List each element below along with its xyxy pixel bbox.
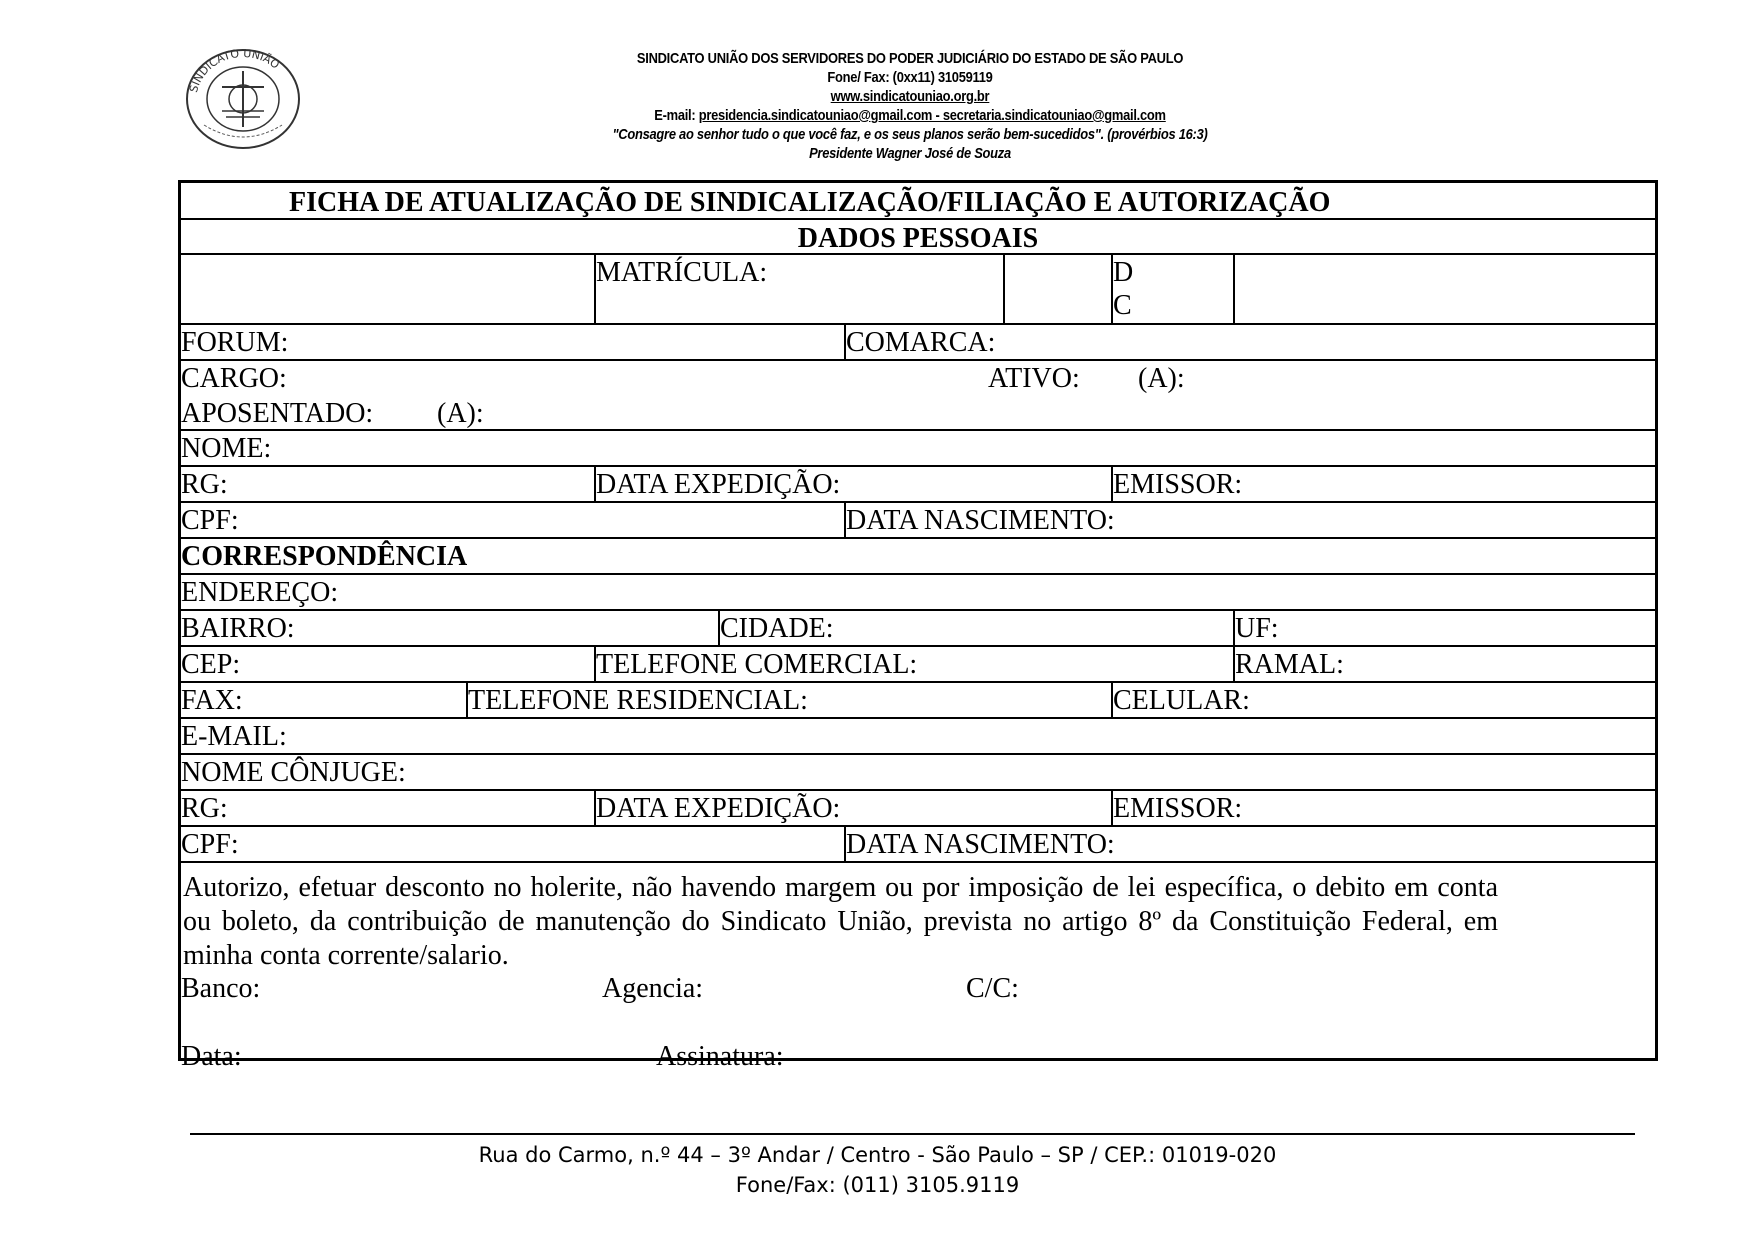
matricula-extra-cell[interactable] (1233, 255, 1235, 323)
footer-divider (190, 1133, 1635, 1135)
matricula-row (181, 255, 1655, 325)
cc-label: C/C: (966, 973, 1019, 1004)
rg-conjuge-row (181, 791, 1655, 827)
data-nascimento-label: DATA NASCIMENTO: (846, 505, 1115, 536)
union-seal-logo (182, 45, 304, 150)
rg-row (181, 467, 1655, 503)
endereco-label: ENDEREÇO: (181, 577, 339, 608)
section-correspondencia: CORRESPONDÊNCIA (181, 541, 468, 572)
bairro-row (181, 611, 1655, 647)
data-nascimento-conjuge-label: DATA NASCIMENTO: (846, 829, 1115, 860)
assinatura-label: Assinatura: (656, 1041, 784, 1072)
dc-d-label: D (1113, 257, 1134, 288)
cep-label: CEP: (181, 649, 241, 680)
nome-conjuge-row[interactable] (181, 755, 1655, 791)
fax-row (181, 683, 1655, 719)
cpf-row (181, 503, 1655, 539)
ramal-cell[interactable] (1233, 647, 1344, 681)
email-links[interactable]: presidencia.sindicatouniao@gmail.com - secretaria.sindicatouniao@gmail.com (698, 107, 1166, 124)
forum-label: FORUM: (181, 327, 289, 358)
header-president: Presidente Wagner José de Souza (809, 145, 1011, 162)
telefone-residencial-label: TELEFONE RESIDENCIAL: (468, 685, 808, 716)
nome-label: NOME: (181, 433, 272, 464)
telefone-residencial-cell[interactable] (466, 683, 808, 717)
celular-label: CELULAR: (1113, 685, 1250, 716)
nome-conjuge-label: NOME CÔNJUGE: (181, 757, 406, 788)
fax-label: FAX: (181, 685, 243, 716)
cidade-label: CIDADE: (720, 613, 834, 644)
cpf-conjuge-label: CPF: (181, 829, 239, 860)
data-nascimento-cell[interactable] (844, 503, 1115, 537)
emissor-conjuge-label: EMISSOR: (1113, 793, 1243, 824)
nome-row[interactable] (181, 431, 1655, 467)
header-emails (523, 107, 1297, 124)
data-expedicao-label: DATA EXPEDIÇÃO: (596, 469, 841, 500)
email-label-field: E-MAIL: (181, 721, 287, 752)
form-title: FICHA DE ATUALIZAÇÃO DE SINDICALIZAÇÃO/FILIAÇÃO E AUTORIZAÇÃO (289, 187, 1331, 218)
cargo-label: CARGO: (181, 363, 287, 394)
ativo-a-label: (A): (1138, 363, 1185, 394)
rg-conjuge-label: RG: (181, 793, 228, 824)
emissor-cell[interactable] (1111, 467, 1243, 501)
correspondencia-row (181, 539, 1655, 575)
matricula-label: MATRÍCULA: (596, 257, 768, 288)
ramal-label: RAMAL: (1235, 649, 1344, 680)
cidade-cell[interactable] (718, 611, 834, 645)
org-name: SINDICATO UNIÃO DOS SERVIDORES DO PODER JUDICIÁRIO DO ESTADO DE SÃO PAULO (636, 50, 1184, 67)
comarca-label: COMARCA: (846, 327, 996, 358)
cpf-conjuge-row (181, 827, 1655, 863)
emissor-label: EMISSOR: (1113, 469, 1243, 500)
banco-label: Banco: (181, 973, 261, 1004)
dc-cell[interactable] (1111, 255, 1134, 323)
matricula-cell[interactable] (594, 255, 768, 323)
cargo-row (181, 361, 1655, 431)
aposentado-label: APOSENTADO: (181, 398, 374, 429)
data-expedicao-cell[interactable] (594, 467, 841, 501)
agencia-label: Agencia: (602, 973, 704, 1004)
data-nascimento-conjuge-cell[interactable] (844, 827, 1115, 861)
header-phone: Fone/ Fax: (0xx11) 31059119 (827, 69, 993, 86)
footer-address: Rua do Carmo, n.º 44 – 3º Andar / Centro - São Paulo – SP / CEP.: 01019-020 (478, 1143, 1277, 1167)
telefone-comercial-cell[interactable] (594, 647, 918, 681)
dc-c-label: C (1113, 290, 1132, 321)
cpf-label: CPF: (181, 505, 239, 536)
email-row[interactable] (181, 719, 1655, 755)
matricula-digit-cell[interactable] (1003, 255, 1005, 323)
footer-phone: Fone/Fax: (011) 3105.9119 (735, 1173, 1020, 1197)
svg-text:SINDICATO UNIÃO: SINDICATO UNIÃO (187, 46, 282, 94)
data-expedicao-conjuge-cell[interactable] (594, 791, 841, 825)
forum-row (181, 325, 1655, 361)
header-website[interactable]: www.sindicatouniao.org.br (830, 88, 990, 105)
data-expedicao-conjuge-label: DATA EXPEDIÇÃO: (596, 793, 841, 824)
authorization-section (181, 863, 1655, 1072)
endereco-row[interactable] (181, 575, 1655, 611)
uf-cell[interactable] (1233, 611, 1279, 645)
personal-data-row (181, 220, 1655, 255)
section-personal-data: DADOS PESSOAIS (797, 223, 1039, 254)
aposentado-a-label: (A): (437, 398, 484, 429)
bairro-label: BAIRRO: (181, 613, 295, 644)
form-title-row (181, 183, 1655, 220)
emissor-conjuge-cell[interactable] (1111, 791, 1243, 825)
authorization-text: Autorizo, efetuar desconto no holerite, não havendo margem ou por imposição de lei específica, o debito em conta ou boleto, da contribuição de manutenção do Sindicato União, prevista no artigo 8º da Constituição Federal, em minha conta corrente/salario. (183, 872, 1498, 971)
email-label: E-mail: (654, 107, 699, 124)
affiliation-form (178, 180, 1658, 1072)
data-label: Data: (181, 1041, 242, 1072)
ativo-label: ATIVO: (988, 363, 1080, 394)
comarca-cell[interactable] (844, 325, 996, 359)
celular-cell[interactable] (1111, 683, 1250, 717)
telefone-comercial-label: TELEFONE COMERCIAL: (596, 649, 918, 680)
uf-label: UF: (1235, 613, 1279, 644)
rg-label: RG: (181, 469, 228, 500)
cep-row (181, 647, 1655, 683)
header-quote: "Consagre ao senhor tudo o que você faz, e os seus planos serão bem-sucedidos". (provérbios 16:3) (612, 126, 1208, 143)
